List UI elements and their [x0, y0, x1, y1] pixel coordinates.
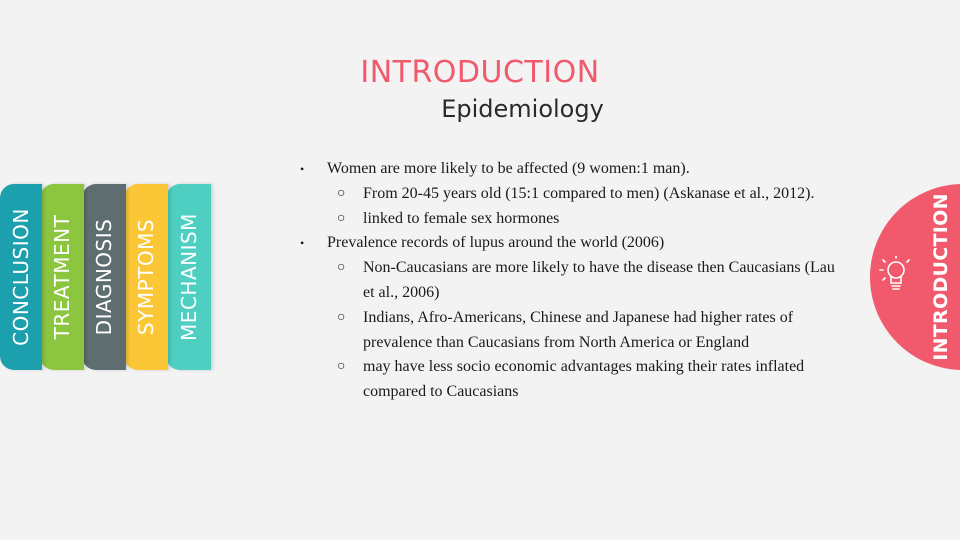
tab-symptoms-label: SYMPTOMS: [134, 218, 158, 336]
bullet-text: Prevalence records of lupus around the world (2006): [327, 234, 665, 252]
lightbulb-icon: [876, 256, 910, 296]
tab-mechanism[interactable]: [166, 184, 211, 370]
bullet-item: [300, 231, 840, 256]
slide-title: INTRODUCTION: [360, 55, 600, 90]
sub-bullet-marker: ○: [337, 185, 346, 201]
tab-treatment[interactable]: [40, 184, 84, 370]
sub-bullet-marker: ○: [337, 260, 346, 276]
sub-bullet-item: [300, 256, 840, 306]
sub-bullet-marker: ○: [337, 359, 346, 375]
bullet-list: [300, 157, 840, 405]
sub-bullet-item: [300, 355, 840, 405]
sub-bullet-item: [300, 182, 840, 207]
sub-bullet-text: may have less socio economic advantages making their rates inflated compared to Caucasians: [363, 358, 805, 401]
tab-treatment-label: TREATMENT: [50, 214, 74, 340]
sub-bullet-item: [300, 306, 840, 356]
sub-bullet-marker: ○: [337, 309, 346, 325]
sub-bullet-text: From 20-45 years old (15:1 compared to men) (Askanase et al., 2012).: [363, 184, 815, 202]
tab-mechanism-label: MECHANISM: [176, 213, 201, 341]
sub-bullet-text: linked to female sex hormones: [363, 209, 560, 227]
slide-subtitle: Epidemiology: [441, 95, 604, 123]
tab-conclusion[interactable]: [0, 184, 42, 370]
sub-bullet-item: [300, 207, 840, 232]
tab-introduction-label: INTRODUCTION: [930, 193, 952, 361]
sub-bullet-text: Indians, Afro-Americans, Chinese and Japanese had higher rates of prevalence than Caucasians from North America or England: [363, 308, 794, 351]
sub-bullet-text: Non-Caucasians are more likely to have the disease then Caucasians (Lau et al., 2006): [363, 259, 835, 301]
bullet-marker: •: [300, 236, 305, 251]
tab-conclusion-label: CONCLUSION: [9, 208, 33, 346]
tab-symptoms[interactable]: [124, 184, 168, 370]
tab-diagnosis[interactable]: [82, 184, 126, 370]
bullet-item: [300, 157, 840, 182]
tab-diagnosis-label: DIAGNOSIS: [92, 218, 116, 336]
sub-bullet-marker: ○: [337, 210, 346, 226]
bullet-marker: •: [300, 162, 305, 176]
bullet-text: Women are more likely to be affected (9 women:1 man).: [327, 160, 690, 177]
